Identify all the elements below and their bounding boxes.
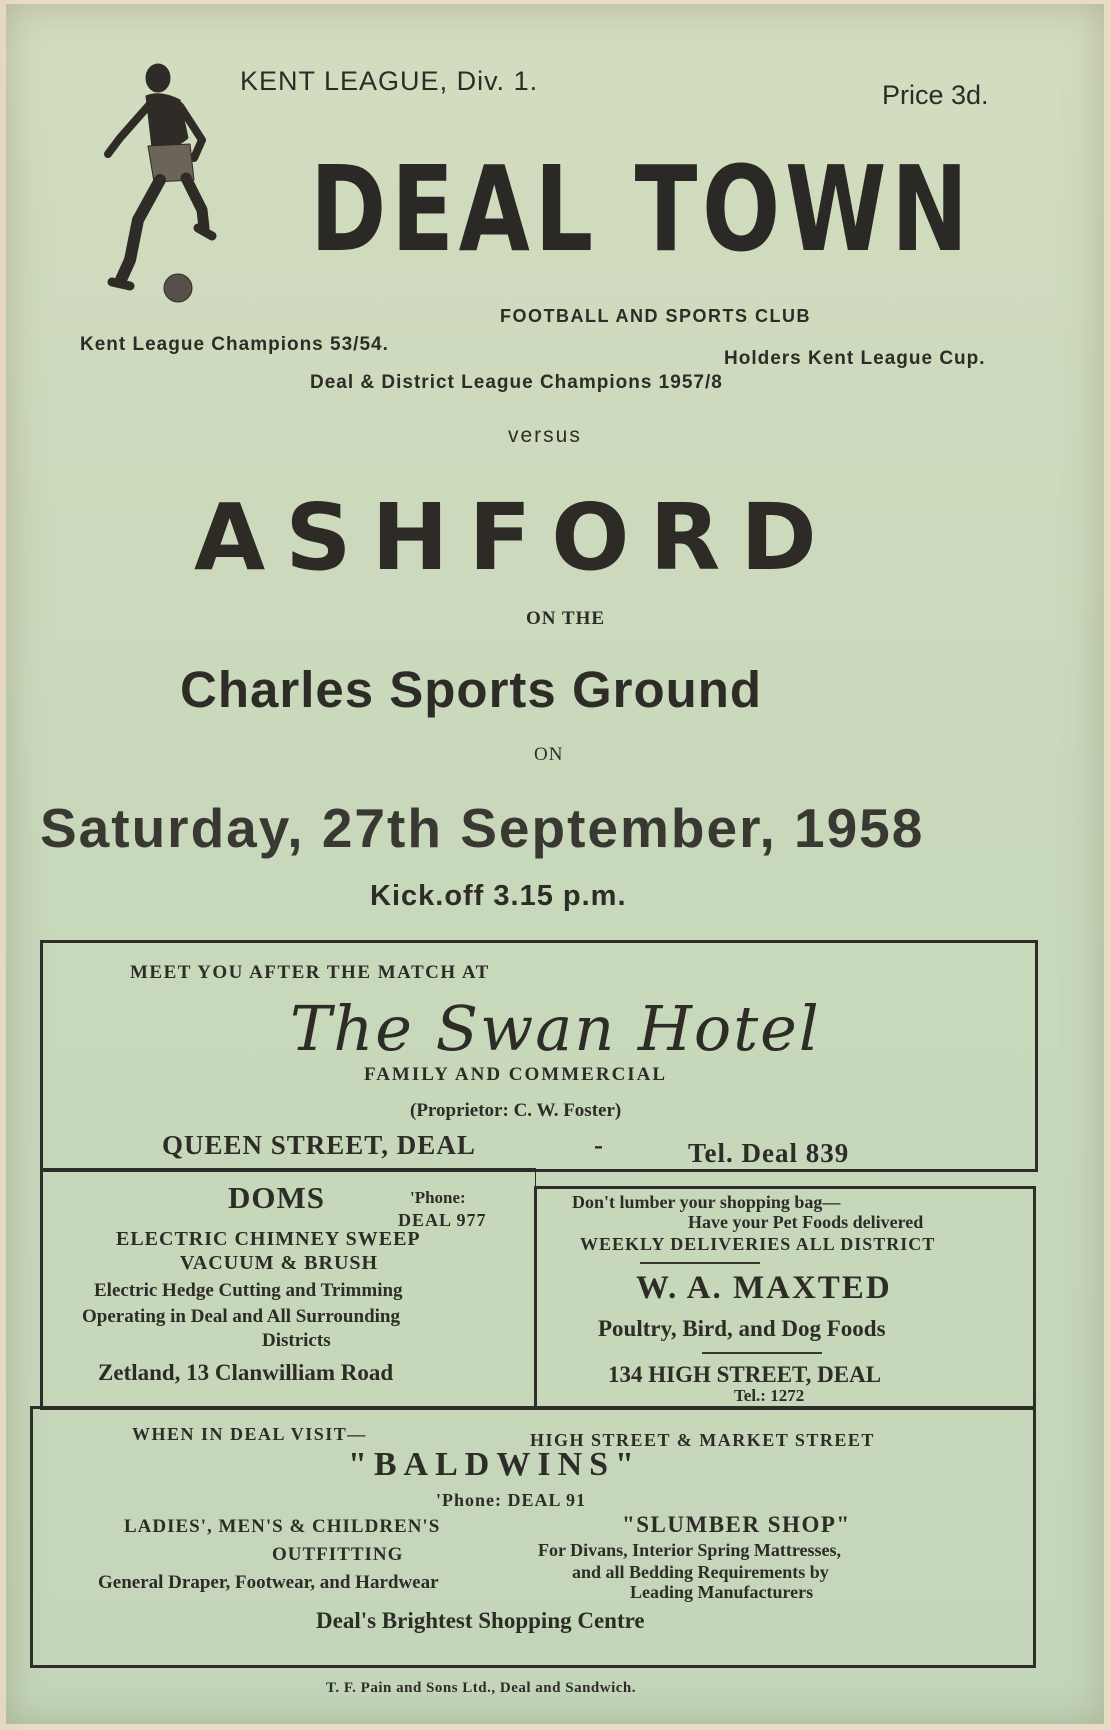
swan-intro: MEET YOU AFTER THE MATCH AT [130, 962, 490, 983]
swan-proprietor: (Proprietor: C. W. Foster) [410, 1100, 622, 1121]
club-title: DEAL TOWN [310, 140, 973, 278]
match-date: Saturday, 27th September, 1958 [40, 797, 925, 859]
footballer-kicking-ball-icon [90, 60, 230, 310]
club-subtitle: FOOTBALL AND SPORTS CLUB [500, 306, 811, 326]
maxted-address: 134 HIGH STREET, DEAL [608, 1362, 882, 1387]
swan-separator: - [594, 1130, 603, 1160]
on-the-label: ON THE [526, 608, 606, 629]
doms-service-2: VACUUM & BRUSH [180, 1252, 379, 1274]
slumber-shop-line-1: For Divans, Interior Spring Mattresses, [538, 1540, 841, 1560]
printer-credit: T. F. Pain and Sons Ltd., Deal and Sandwich. [326, 1680, 637, 1696]
honour-kent-league: Kent League Champions 53/54. [80, 334, 389, 355]
doms-name: DOMS [228, 1180, 325, 1215]
on-label: ON [534, 744, 564, 765]
league-label: KENT LEAGUE, Div. 1. [240, 66, 539, 96]
opponent-name: ASHFORD [194, 484, 837, 591]
slumber-shop-line-2: and all Bedding Requirements by [572, 1562, 829, 1582]
slumber-shop-name: "SLUMBER SHOP" [622, 1512, 851, 1537]
swan-telephone: Tel. Deal 839 [688, 1138, 850, 1168]
maxted-name: W. A. MAXTED [636, 1270, 892, 1306]
baldwins-draper: General Draper, Footwear, and Hardwear [98, 1572, 439, 1593]
doms-phone: DEAL 977 [398, 1210, 487, 1230]
doms-service-1: ELECTRIC CHIMNEY SWEEP [116, 1228, 421, 1250]
venue-name: Charles Sports Ground [180, 661, 763, 718]
doms-service-3: Electric Hedge Cutting and Trimming [94, 1280, 403, 1301]
baldwins-outfitting-2: OUTFITTING [272, 1544, 404, 1565]
baldwins-phone: 'Phone: DEAL 91 [436, 1490, 587, 1510]
doms-address: Zetland, 13 Clanwilliam Road [98, 1360, 394, 1385]
doms-phone-label: 'Phone: [410, 1188, 466, 1207]
baldwins-name: "BALDWINS" [348, 1446, 641, 1483]
swan-name: The Swan Hotel [290, 992, 821, 1065]
baldwins-intro: WHEN IN DEAL VISIT— [132, 1424, 367, 1444]
doms-service-5: Districts [262, 1330, 331, 1351]
kickoff-time: Kick.off 3.15 p.m. [370, 880, 627, 912]
maxted-line-1: Don't lumber your shopping bag— [572, 1192, 841, 1212]
maxted-divider-bottom [702, 1352, 822, 1354]
maxted-telephone: Tel.: 1272 [734, 1386, 805, 1405]
maxted-line-3: WEEKLY DELIVERIES ALL DISTRICT [580, 1234, 936, 1254]
versus-label: versus [508, 424, 582, 447]
honour-league-cup: Holders Kent League Cup. [724, 348, 986, 369]
maxted-line-2: Have your Pet Foods delivered [688, 1212, 924, 1232]
doms-service-4: Operating in Deal and All Surrounding [82, 1306, 400, 1327]
baldwins-outfitting-1: LADIES', MEN'S & CHILDREN'S [124, 1516, 441, 1537]
maxted-description: Poultry, Bird, and Dog Foods [598, 1316, 886, 1341]
swan-address: QUEEN STREET, DEAL [162, 1130, 476, 1160]
honour-district-league: Deal & District League Champions 1957/8 [310, 372, 723, 393]
baldwins-location: HIGH STREET & MARKET STREET [530, 1430, 875, 1450]
slumber-shop-line-3: Leading Manufacturers [630, 1582, 814, 1602]
swan-type: FAMILY AND COMMERCIAL [364, 1064, 668, 1085]
price-label: Price 3d. [882, 80, 989, 110]
baldwins-tagline: Deal's Brightest Shopping Centre [316, 1608, 645, 1633]
maxted-divider-top [640, 1262, 760, 1264]
